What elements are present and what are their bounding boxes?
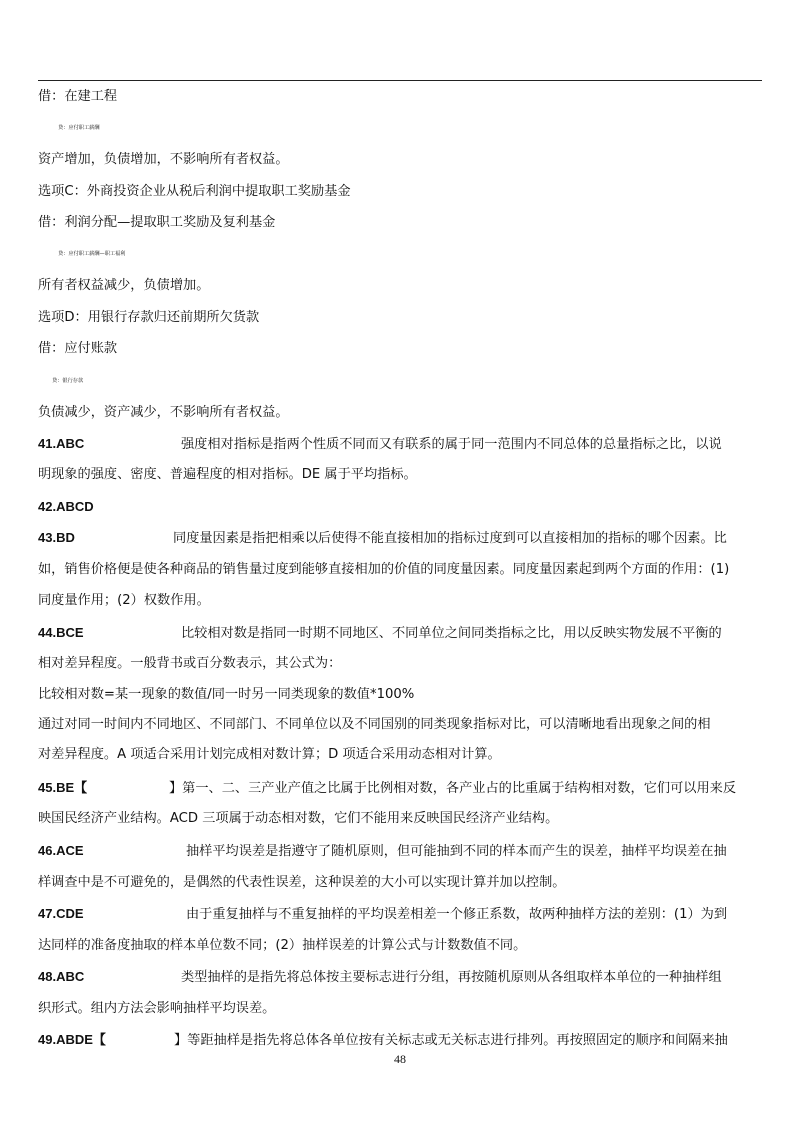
answer-code: 43.BD [38, 530, 75, 545]
text-line: 资产增加，负债增加，不影响所有者权益。 [38, 152, 289, 167]
answer-code: 41.ABC [38, 436, 85, 451]
answer-text: 抽样平均误差是指遵守了随机原则，但可能抽到不同的样本而产生的误差，抽样平均误差在抽 [186, 844, 727, 859]
header-rule [38, 80, 762, 81]
answer-text: 】等距抽样是指先将总体各单位按有关标志或无关标志进行排列。再按照固定的顺序和间隔来抽 [174, 1033, 728, 1048]
answer-41 [38, 435, 762, 454]
answer-43-cont: 同度量作用；(2）权数作用。 [38, 593, 210, 608]
answer-45-cont: 映国民经济产业结构。ACD 三项属于动态相对数，它们不能用来反映国民经济产业结构。 [38, 811, 559, 826]
answer-43-cont: 如，销售价格便是使各种商品的销售量过度到能够直接相加的价值的同度量因素。同度量因素起到两个方面的作用：(1) [38, 562, 730, 577]
page-number: 48 [394, 1052, 406, 1066]
answer-46 [38, 842, 762, 861]
answer-code: 42.ABCD [38, 499, 94, 514]
answer-42 [38, 498, 762, 517]
answer-text: 】第一、二、三产业产值之比属于比例相对数，各产业占的比重属于结构相对数，它们可以用来反 [169, 781, 737, 796]
answer-43 [38, 529, 762, 548]
text-line: 贷：应付职工薪酬—职工福利 [58, 251, 126, 257]
answer-text: 由于重复抽样与不重复抽样的平均误差相差一个修正系数，故两种抽样方法的差别：(1）为到 [186, 907, 728, 922]
answer-code: 47.CDE [38, 906, 84, 921]
text-line: 选项D：用银行存款归还前期所欠货款 [38, 310, 260, 325]
answer-49 [38, 1031, 762, 1050]
answer-48 [38, 968, 762, 987]
answer-41-cont: 明现象的强度、密度、普遍程度的相对指标。DE 属于平均指标。 [38, 467, 417, 482]
formula-line: 比较相对数=某一现象的数值/同一时另一同类现象的数值*100% [38, 687, 415, 702]
answer-code: 46.ACE [38, 843, 84, 858]
text-line: 贷：应付职工薪酬 [58, 125, 100, 131]
text-line: 所有者权益减少，负债增加。 [38, 278, 210, 293]
text-line: 选项C：外商投资企业从税后利润中提取职工奖励基金 [38, 184, 351, 199]
answer-47-cont: 达同样的准备度抽取的样本单位数不同；(2）抽样误差的计算公式与计数数值不同。 [38, 938, 527, 953]
answer-code: 44.BCE [38, 625, 84, 640]
answer-text: 强度相对指标是指两个性质不同而又有联系的属于同一范围内不同总体的总量指标之比，以说 [181, 437, 722, 452]
answer-code: 49.ABDE【 [38, 1032, 106, 1047]
text-line: 借：应付账款 [38, 341, 118, 356]
text-line: 负债减少，资产减少，不影响所有者权益。 [38, 405, 289, 420]
answer-text: 同度量因素是指把相乘以后使得不能直接相加的指标过度到可以直接相加的指标的哪个因素。比 [173, 531, 727, 546]
answer-text: 类型抽样的是指先将总体按主要标志进行分组，再按随机原则从各组取样本单位的一种抽样组 [181, 970, 722, 985]
answer-code: 48.ABC [38, 969, 85, 984]
answer-44-cont: 通过对同一时间内不同地区、不同部门、不同单位以及不同国别的同类现象指标对比，可以清晰地看出现象之间的相 [38, 717, 711, 732]
answer-46-cont: 样调查中是不可避免的，是偶然的代表性误差，这种误差的大小可以实现计算并加以控制。 [38, 875, 566, 890]
answer-48-cont: 织形式。组内方法会影响抽样平均误差。 [38, 1001, 276, 1016]
answer-44-cont: 相对差异程度。一般背书或百分数表示，其公式为： [38, 656, 342, 671]
text-line: 借：在建工程 [38, 89, 118, 104]
text-line: 借：利润分配—提取职工奖励及复利基金 [38, 215, 276, 230]
answer-45 [38, 779, 762, 798]
text-line: 贷：银行存款 [52, 378, 84, 384]
answer-44 [38, 624, 762, 643]
answer-44-cont: 对差异程度。A 项适合采用计划完成相对数计算；D 项适合采用动态相对计算。 [38, 747, 501, 762]
answer-47 [38, 905, 762, 924]
answer-text: 比较相对数是指同一时期不同地区、不同单位之间同类指标之比，用以反映实物发展不平衡的 [181, 626, 722, 641]
answer-code: 45.BE【 [38, 780, 88, 795]
